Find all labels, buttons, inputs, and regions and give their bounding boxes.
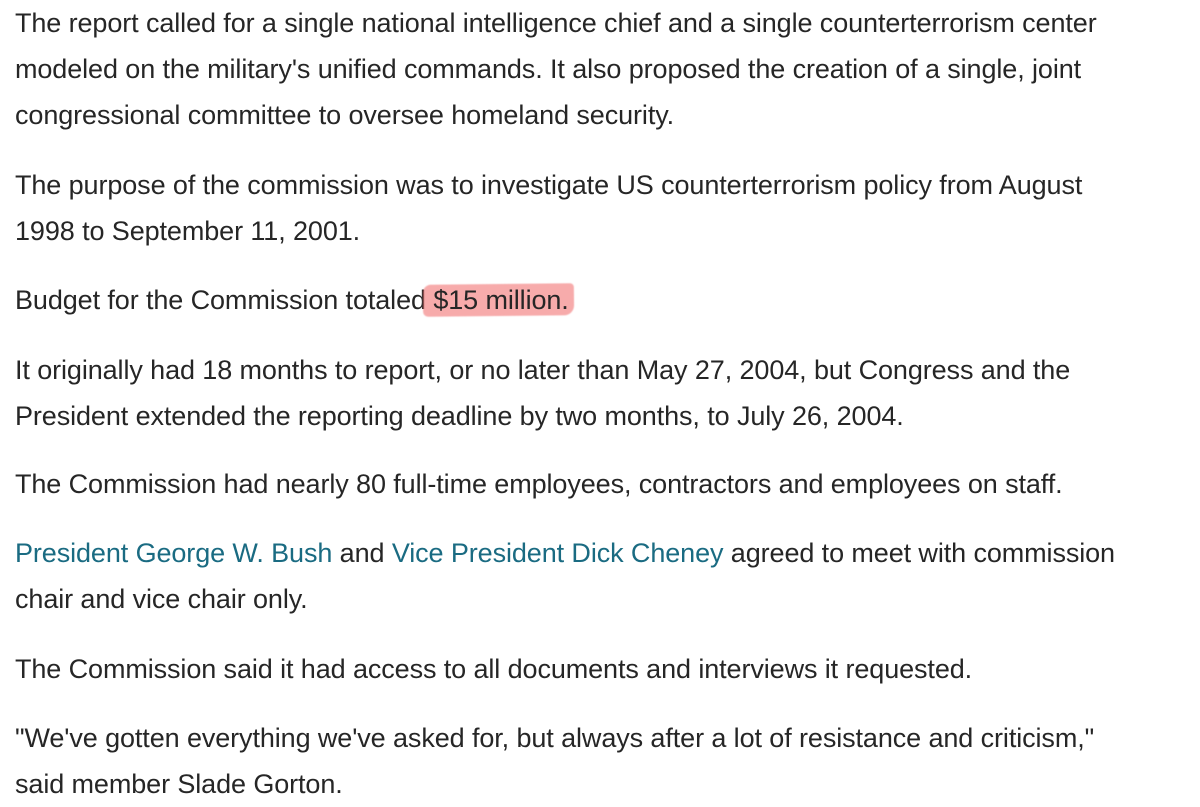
- paragraph-budget: [15, 277, 1185, 323]
- link-dick-cheney[interactable]: Vice President Dick Cheney: [391, 538, 724, 568]
- paragraph-line: [15, 530, 1185, 576]
- paragraph-commission-purpose: [15, 162, 1185, 254]
- paragraph-line: The report called for a single national intelligence chief and a single counterterrorism center: [15, 8, 1097, 38]
- budget-highlight: $15 million.: [433, 277, 568, 323]
- paragraph-gorton-quote: [15, 715, 1185, 807]
- paragraph-line: modeled on the military's unified commands. It also proposed the creation of a single, joint: [15, 54, 1082, 84]
- paragraph-line: It originally had 18 months to report, or no later than May 27, 2004, but Congress and the: [15, 355, 1071, 385]
- paragraph-president-meeting: [15, 530, 1185, 622]
- paragraph-reporting-deadline: [15, 347, 1185, 439]
- paragraph-line: 1998 to September 11, 2001.: [15, 216, 361, 246]
- paragraph-line: [15, 277, 1185, 323]
- paragraph-document-access: [15, 646, 1185, 692]
- paragraph-line: President extended the reporting deadline by two months, to July 26, 2004.: [15, 401, 904, 431]
- link-george-w-bush[interactable]: President George W. Bush: [15, 538, 333, 568]
- paragraph-report-recommendations: [15, 0, 1185, 138]
- budget-text: Budget for the Commission totaled: [15, 285, 434, 315]
- meeting-text: agreed to meet with commission: [723, 538, 1115, 568]
- paragraph-line: "We've gotten everything we've asked for, but always after a lot of resistance and criticism,": [15, 723, 1095, 753]
- conjunction-text: and: [332, 538, 392, 568]
- paragraph-line: The Commission said it had access to all documents and interviews it requested.: [15, 654, 973, 684]
- paragraph-line: The Commission had nearly 80 full-time employees, contractors and employees on staff.: [15, 469, 1063, 499]
- paragraph-line: chair and vice chair only.: [15, 584, 308, 614]
- paragraph-staff: [15, 461, 1185, 507]
- paragraph-line: The purpose of the commission was to investigate US counterterrorism policy from August: [15, 170, 1083, 200]
- paragraph-line: congressional committee to oversee homeland security.: [15, 100, 675, 130]
- paragraph-line: said member Slade Gorton.: [15, 769, 343, 799]
